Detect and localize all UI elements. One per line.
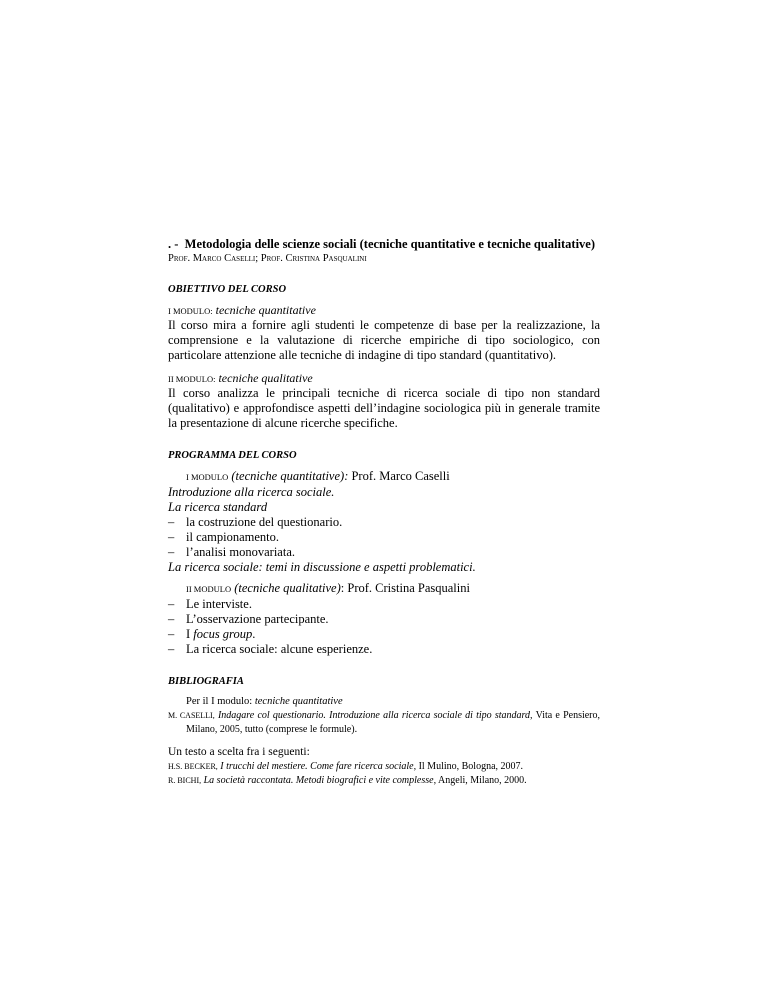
module2-label: II MODULO: (168, 374, 216, 384)
course-page (168, 236, 600, 788)
program-module1-head (186, 469, 600, 485)
module1-label: I MODULO: (168, 306, 213, 316)
list-item: – l’analisi monovariata. (168, 545, 295, 559)
bibliography-choice-entry: H.S. BECKER, I trucchi del mestiere. Come fare ricerca sociale, Il Mulino, Bologna, 2007. (168, 761, 524, 772)
professors-text: Prof. Marco Caselli; Prof. Cristina Pasqualini (168, 253, 367, 264)
module1-topic: tecniche quantitative (215, 303, 316, 317)
course-title-prefix: . - (168, 237, 179, 251)
objective-module2-text: Il corso analizza le principali tecniche di ricerca sociale di tipo non standard (qualitativo) e approfondisce aspetti dell’indagine sociologica più in generale tramite la presentazione di alcune ricerche specifiche. (168, 386, 600, 430)
program-module1-intro: Introduzione alla ricerca sociale. (168, 485, 335, 499)
program-heading: PROGRAMMA DEL CORSO (168, 450, 297, 461)
objective-module1-label (168, 303, 600, 318)
bibliography-intro-prefix: Per il I modulo: (186, 696, 253, 707)
program-module1-list (168, 515, 600, 560)
program-module1-closing: La ricerca sociale: temi in discussione e aspetti problematici. (168, 560, 476, 574)
list-item: – La ricerca sociale: alcune esperienze. (168, 642, 373, 656)
bibliography-intro (186, 695, 600, 709)
module2-topic: tecniche qualitative (218, 371, 313, 385)
bib-author: M. CASELLI, (168, 711, 215, 720)
course-professors (168, 252, 600, 265)
list-item: – il campionamento. (168, 530, 280, 544)
objective-heading: OBIETTIVO DEL CORSO (168, 284, 287, 295)
program-module1-topic: (tecniche quantitative): (231, 469, 349, 483)
program-module1-label: I MODULO (186, 472, 229, 482)
program-module2-label: II MODULO (186, 584, 232, 594)
program-module2-head (186, 581, 600, 597)
list-item: – Le interviste. (168, 597, 252, 611)
program-module2-topic: (tecniche qualitative) (234, 581, 341, 595)
program-module2-prof: : Prof. Cristina Pasqualini (340, 581, 470, 595)
course-title-text: Metodologia delle scienze sociali (tecniche quantitative e tecniche qualitative) (184, 237, 596, 251)
bib-title: Indagare col questionario. Introduzione alla ricerca sociale di tipo standard, (217, 710, 533, 721)
objective-module2-label (168, 371, 600, 386)
bibliography-intro-topic: tecniche quantitative (254, 696, 343, 707)
bibliography-main-entry (168, 709, 600, 737)
program-module2-list (168, 597, 600, 657)
list-item: – I focus group. (168, 627, 256, 641)
bib-rest: Vita e Pensiero, Milano, 2005, tutto (comprese le formule). (186, 710, 601, 735)
list-item: – la costruzione del questionario. (168, 515, 343, 529)
course-title (168, 236, 600, 252)
bibliography-choice-entry: R. BICHI, La società raccontata. Metodi biografici e vite complesse, Angeli, Milano, 2000. (168, 775, 527, 786)
objective-module1-text: Il corso mira a fornire agli studenti le competenze di base per la realizzazione, la comprensione e la valutazione di ricerche empiriche di tipo sociologico, con particolare attenzione alle tecniche di indagine di tipo standard (quantitativo). (168, 318, 600, 362)
program-module1-prof: Prof. Marco Caselli (351, 469, 450, 483)
list-item: – L’osservazione partecipante. (168, 612, 329, 626)
program-module1-sub: La ricerca standard (168, 500, 268, 514)
bibliography-heading: BIBLIOGRAFIA (168, 676, 244, 687)
bibliography-choice-label: Un testo a scelta fra i seguenti: (168, 746, 310, 758)
